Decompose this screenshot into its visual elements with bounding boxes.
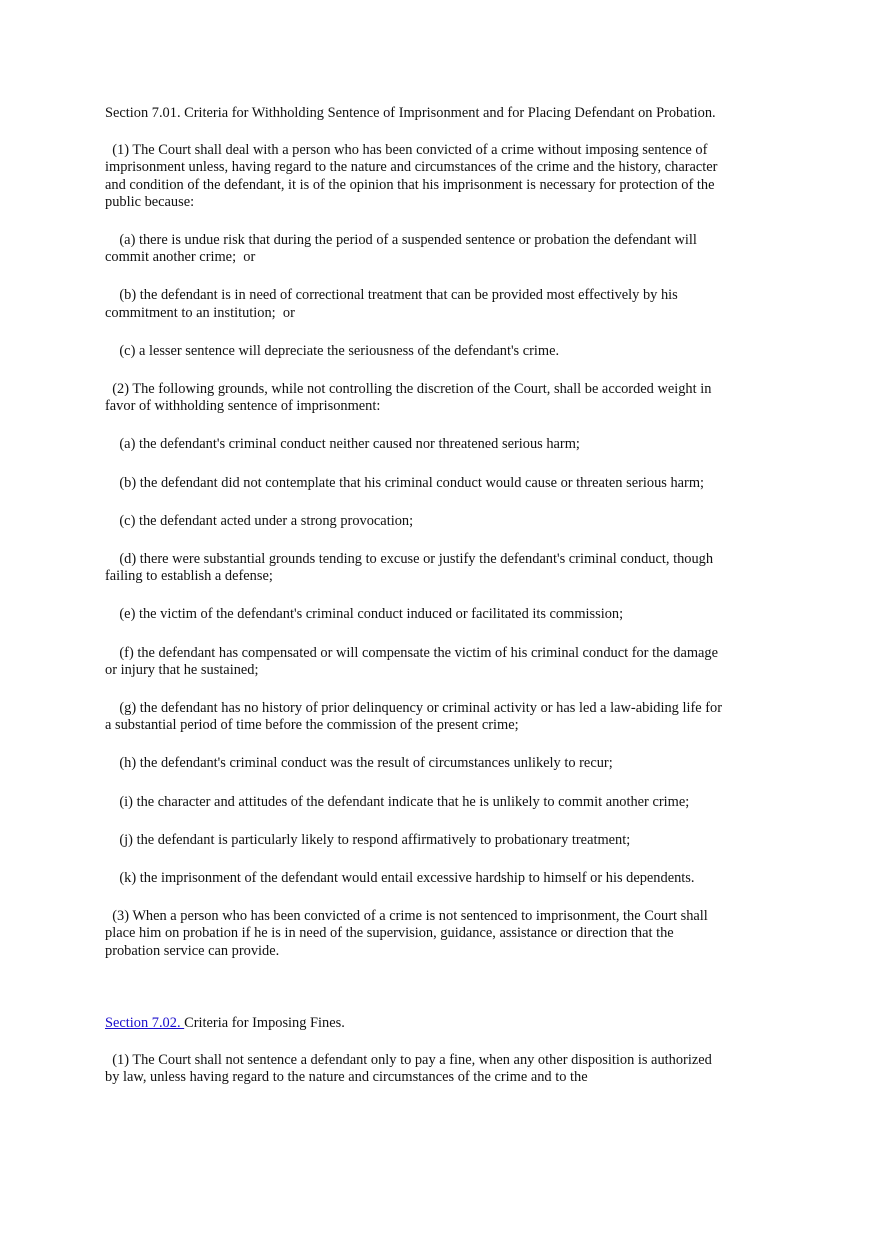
section-701-p2-item-b: (b) the defendant did not contemplate that his criminal conduct would cause or threaten serious harm; <box>105 474 705 491</box>
section-702-heading <box>105 1015 725 1032</box>
section-701-p1-item-b: (b) the defendant is in need of correctional treatment that can be provided most effectively by his commitment to an institution; or <box>105 287 682 321</box>
section-701-paragraph-1: (1) The Court shall deal with a person who has been convicted of a crime without imposing sentence of imprisonment unless, having regard to the nature and circumstances of the crime and the history, character and condition of the defendant, it is of the opinion that his imprisonment is necessary for protection of the public because: <box>105 142 722 210</box>
section-702-paragraph-1: (1) The Court shall not sentence a defendant only to pay a fine, when any other disposition is authorized by law, unless having regard to the nature and circumstances of the crime and to the <box>105 1052 716 1086</box>
section-701-p2-item-c: (c) the defendant acted under a strong provocation; <box>105 512 414 529</box>
document-page <box>105 105 725 1087</box>
section-701-p2-item-h: (h) the defendant's criminal conduct was the result of circumstances unlikely to recur; <box>105 755 613 772</box>
section-701-p2-item-e: (e) the victim of the defendant's criminal conduct induced or facilitated its commission; <box>105 606 624 623</box>
section-702-heading-text: Criteria for Imposing Fines. <box>184 1014 345 1031</box>
section-701-p1-item-a: (a) there is undue risk that during the period of a suspended sentence or probation the defendant will commit another crime; or <box>105 232 701 266</box>
section-701-p2-item-g: (g) the defendant has no history of prior delinquency or criminal activity or has led a law-abiding life for a substantial period of time before the commission of the present crime; <box>105 700 726 734</box>
section-701-p1-item-c: (c) a lesser sentence will depreciate the seriousness of the defendant's crime. <box>105 342 560 359</box>
section-701-p2-item-i: (i) the character and attitudes of the defendant indicate that he is unlikely to commit another crime; <box>105 793 690 810</box>
section-701-p2-item-d: (d) there were substantial grounds tending to excuse or justify the defendant's criminal conduct, though failing to establish a defense; <box>105 551 717 585</box>
section-701-p2-item-f: (f) the defendant has compensated or will compensate the victim of his criminal conduct for the damage or injury that he sustained; <box>105 644 722 678</box>
section-701-p2-item-j: (j) the defendant is particularly likely to respond affirmatively to probationary treatment; <box>105 831 631 848</box>
section-701-paragraph-3: (3) When a person who has been convicted of a crime is not sentenced to imprisonment, the Court shall place him on probation if he is in need of the supervision, guidance, assistance or direction that the probation service can provide. <box>105 908 712 959</box>
section-701-paragraph-2: (2) The following grounds, while not controlling the discretion of the Court, shall be accorded weight in favor of withholding sentence of imprisonment: <box>105 381 716 415</box>
section-701-p2-item-k: (k) the imprisonment of the defendant would entail excessive hardship to himself or his dependents. <box>105 870 695 887</box>
section-701-heading: Section 7.01. Criteria for Withholding Sentence of Imprisonment and for Placing Defendant on Probation. <box>105 105 716 121</box>
section-702-link[interactable]: Section 7.02. <box>105 1014 185 1031</box>
section-701-p2-item-a: (a) the defendant's criminal conduct neither caused nor threatened serious harm; <box>105 436 580 453</box>
